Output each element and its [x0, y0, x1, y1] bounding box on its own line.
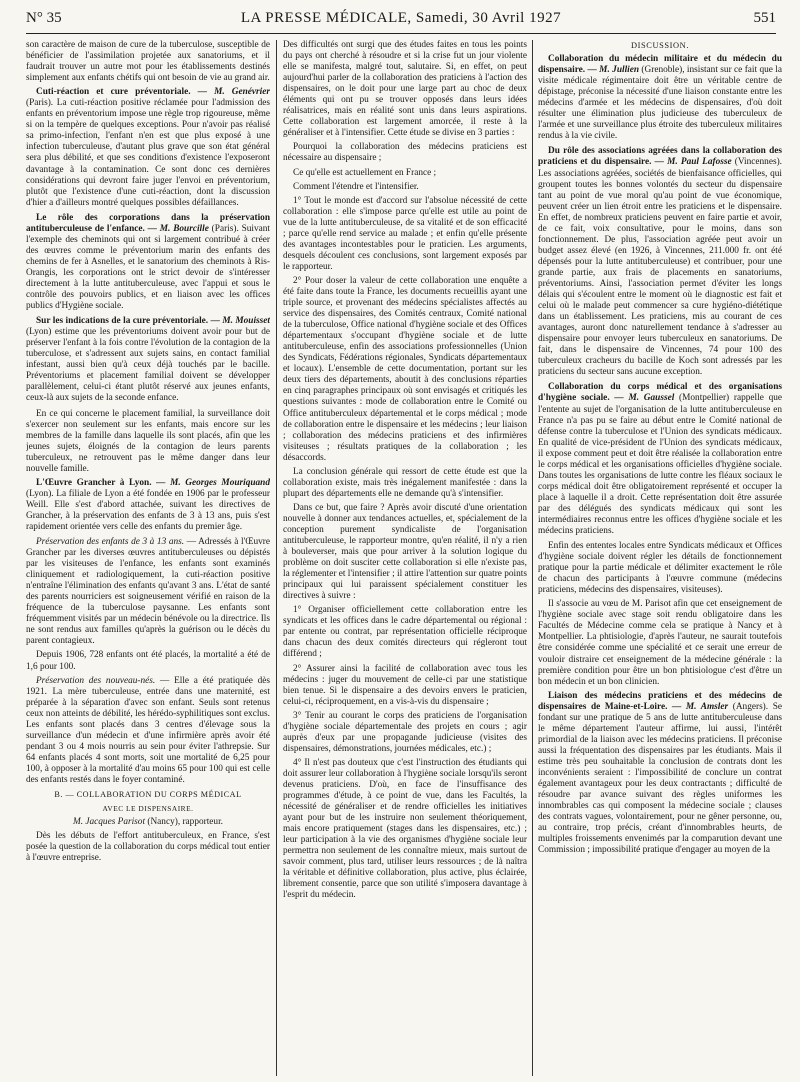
article-heading: L'Œuvre Grancher à Lyon.: [36, 477, 152, 488]
paragraph: La conclusion générale qui ressort de cette étude est que la collaboration existe, mais très inégalement manifestée : dans la plupart des départements elle ne demande qu'à s'intensifier.: [283, 466, 527, 499]
article-heading: Liaison des médecins praticiens et des médecins de dispensaires de Maine-et-Loire.: [538, 690, 782, 712]
paragraph: Depuis 1906, 728 enfants ont été placés, la mortalité a été de 1,6 pour 100.: [26, 650, 270, 672]
article-author: — M. Bourcille: [147, 223, 209, 234]
section-heading: B. — COLLABORATION DU CORPS MÉDICAL: [54, 790, 242, 800]
article-author: — M. Mouisset: [210, 316, 270, 327]
paragraph: 2° Assurer ainsi la facilité de collaboration avec tous les médecins : juger du mouvement de celle-ci par une statistique bien tenue. Si le dispensaire a des devoirs envers le praticien, celui-ci, réciproquement, en a vis-à-vis du dispensaire ;: [283, 663, 527, 707]
article-author: — M. Jullien: [587, 65, 640, 76]
article-author: — M. Amsler: [672, 701, 729, 712]
list-item: Ce qu'elle est actuellement en France ;: [293, 167, 437, 178]
paragraph: [26, 537, 270, 647]
article-cuti: [26, 87, 270, 209]
article-author: — M. Genévrier: [197, 87, 270, 98]
paragraph: [26, 676, 270, 786]
article-heading: Cuti-réaction et cure préventoriale.: [36, 87, 191, 98]
column-divider-1: [276, 40, 277, 1076]
paragraph: En ce qui concerne le placement familial, la surveillance doit s'exercer non seulement sur les enfants, mais encore sur les membres de la famille dans laquelle ils sont placés, afin que les jeunes sujets, éloignés de la contagion de leurs parents tuberculeux, ne retrouvent pas le même danger dans leur nouvelle famille.: [26, 408, 270, 474]
rapporteur-role: (Nancy), rapporteur.: [147, 817, 223, 828]
paragraph: 2° Pour doser la valeur de cette collaboration une enquête a été faite dans toute la France, les documents recueillis ayant une triple source, et provenant des médecins spécialistes affectés au service des dispensaires, des Comités centraux, Comité national de la tuberculose, Office national d'hygiène sociale et des Offices départementaux s'occupant d'hygiène sociale et de lutte antituberculeuse, enfin des associations professionnelles (Union des Syndicats, Fédérations régionales, Syndicats départementaux et locaux). L'ensemble de cette documentation, portant sur les deux tiers des départements, aboutit à des conclusions réparties en cinq paragraphes principaux où sont envisagés et critiqués les questions suivantes : mode de collaboration entre le Comité ou Office antituberculeux départemental et le corps médical ; mode de collaboration entre le dispensaire et les médecins ; leur liaison ; collaboration des médecins praticiens et des infirmières visiteuses ; résultats pratiques de la collaboration ; les désaccords.: [283, 275, 527, 463]
list-item: Pourquoi la collaboration des médecins praticiens est nécessaire au dispensaire ;: [283, 142, 527, 164]
page-number: 551: [753, 10, 776, 26]
rapporteur-name: M. Jacques Parisot: [72, 817, 146, 828]
paragraph: Il s'associe au vœu de M. Parisot afin que cet enseignement de l'hygiène sociale avec stage soit rendu obligatoire dans les Facultés de Médecine comme cela se pratique à Nancy et à Montpellier. La phtisiologie, d'après l'auteur, ne saurait toutefois être considérée comme une spécialité et ce serait une erreur de vouloir distraire cet enseignement de la médecine générale : la première condition pour être un bon phtisiologue c'est d'être un bon médecin et un bon clinicien.: [538, 599, 782, 687]
running-title: LA PRESSE MÉDICALE, Samedi, 30 Avril 1927: [240, 10, 562, 26]
article-associations: [538, 146, 782, 378]
column-1: [26, 40, 270, 1076]
article-text: (Montpellier) rappelle que l'entente au sujet de l'organisation de la lutte antituberculeuse en France n'a pas pu se faire au début entre le Comité national de défense contre la tuberculose et l'Union des syndicats médicaux. En qualité de vice-président de l'Union des syndicats médicaux, il expose comment peut et doit être réalisée la collaboration entre le corps médical et les organisations officielles d'hygiène sociale. Dans toutes les organisations de lutte contre les fléaux sociaux le corps médical doit être obligatoirement représenté et occuper la place à laquelle il a droit. Cette représentation doit être assurée par des délégués des syndicats médicaux qui sont les intermédiaires reconnus entre les offices d'hygiène sociale et les médecins praticiens.: [538, 393, 782, 537]
section-subheading: AVEC LE DISPENSAIRE.: [102, 804, 194, 814]
article-text: (Vincennes). Les associations agréées, sociétés de bienfaisance officielles, qui groupent toutes les bonnes volontés du secteur du dispensaire tant au point de vue moral qu'au point de vue économique, peuvent créer un lien étroit entre les praticiens et le dispensaire. En effet, de nombreux praticiens peuvent en faire partie et avoir, de ce fait, voix consultative, pour le moins, dans son fonctionnement. De plus, l'association agréée peut avoir un budget assez élevé (en 1926, à Vincennes, 211.000 fr. ont été dépensés pour la lutte antituberculeuse) et contribuer, pour une grande partie, aux frais de placements en sanatoriums, préventoriums. Ainsi, l'association permet d'éviter les longs délais qui s'écoulent entre le moment où le diagnostic est fait et celui où le malade peut commencer sa cure hygiéno-diététique dans un établissement. Les praticiens, mis au courant de ces avantages, auront donc naturellement tendance à s'adresser au dispensaire pour envoyer leurs tuberculeux en sanatoriums. De fait, dans le dispensaire de Vincennes, 74 pour 100 des tuberculeux cracheurs du bacille de Koch sont adressés par les praticiens du secteur sans aucune exception.: [538, 157, 782, 378]
article-grancher: [26, 478, 270, 533]
paragraph: Enfin des ententes locales entre Syndicats médicaux et Offices d'hygiène sociale doivent régler les détails de fonctionnement pratique pour la partie médicale et délimiter exactement le rôle de chacun des participants à l'œuvre commune (médecins praticiens, médecins des dispensaires, visiteuses).: [538, 541, 782, 596]
article-text: (Grenoble), insistant sur ce fait que la visite médicale régimentaire doit être un véritable centre de dépistage, préconise la nécessité d'une liaison constante entre les médecins d'armée et les médecins de dispensaires, d'où doit résulter une élimination plus judicieuse des tuberculeux de l'armée et une surveillance plus étroite des tuberculeux militaires rendus à la vie civile.: [538, 65, 782, 142]
article-author: — M. Paul Lafosse: [654, 157, 732, 168]
issue-number: N° 35: [26, 10, 62, 26]
article-heading: Le rôle des corporations dans la préservation antituberculeuse de l'enfance.: [26, 212, 270, 234]
article-text: (Angers). Se fondant sur une pratique de 5 ans de lutte antituberculeuse dans le même département l'auteur affirme, lui aussi, l'intérêt primordial de la liaison avec les médecins praticiens. Il préconise aussi la fréquentation des dispensaires par les étudiants. Mais il estime très peu souhaitable la conclusion de contrats dont les inconvénients seraient : l'impossibilité de conclure un contrat également avantageux pour les deux contractants ; difficulté de résoudre par avance suivant des règles uniformes les innombrables cas qui composent la médecine sociale ; clauses des contrats vagues, volontairement, pour ne gêner personne, ou, au contraire, trop précis, créant d'innombrables heurts, de multiples froissements envenimés par la comparution devant une Commission ; impossibilité pratique d'engager au moyen de la: [538, 701, 782, 856]
subheading: Préservation des nouveau-nés.: [36, 675, 156, 686]
paragraph-text: — Elle a été pratiquée dès 1921. La mère tuberculeuse, entrée dans une maternité, est préparée à la séparation d'avec son enfant. Seuls sont retenus ceux non atteints de débilité, les hérédo-syphilitiques sont exclus. Les enfants sont placés dans 3 centres d'élevage sous la surveillance d'un médecin et d'une infirmière après avoir été pendant 3 ou 4 mois nourris au sein pour éviter l'athrepsie. Sur 64 enfants placés 4 sont morts, soit une mortalité de 6,25 pour 100, à opposer à la mortalité d'au moins 65 pour 100 qui est celle des enfants restés dans le foyer contaminé.: [26, 675, 270, 785]
article-corporations: [26, 213, 270, 312]
article-heading: Sur les indications de la cure préventoriale.: [36, 316, 209, 327]
article-militaire: [538, 54, 782, 142]
article-indications: [26, 316, 270, 404]
paragraph: son caractère de maison de cure de la tuberculose, susceptible de bénéficier de l'assimilation projetée aux sanatoriums, et il faudrait trouver un autre mot pour les établissements destinés simplement aux enfants chétifs qui ont besoin de vie au grand air.: [26, 40, 270, 84]
paragraph: Dans ce but, que faire ? Après avoir discuté d'une orientation nouvelle à donner aux tendances actuelles, et, spécialement de la conception purement syndicaliste de l'organisation antituberculeuse, le rapporteur montre, qu'en réalité, il n'y a rien à bouleverser, mais que pour arriver à la solution logique du problème on doit susciter cette collaboration si elle n'existe pas, la réglementer et l'intensifier ; il attire l'attention sur quatre points principaux qui lui paraissent spécialement constituer les directives à suivre :: [283, 502, 527, 602]
article-organisations: [538, 382, 782, 537]
page-header: [26, 10, 776, 34]
article-heading: Collaboration du corps médical et des organisations d'hygiène sociale.: [538, 382, 782, 404]
subheading: Préservation des enfants de 3 à 13 ans.: [36, 537, 185, 548]
article-heading: Collaboration du médecin militaire et du médecin du dispensaire.: [538, 54, 782, 76]
article-author: — M. Gaussel: [614, 393, 675, 404]
article-author: — M. Georges Mouriquand: [156, 477, 270, 488]
paragraph: 1° Organiser officiellement cette collaboration entre les syndicats et les offices dans le cadre départemental ou régional : par entente ou contrat, par représentation officielle réciproque dans chacun des deux comités directeurs qui régleront tout différend ;: [283, 605, 527, 660]
paragraph: Des difficultés ont surgi que des études faites en tous les points du pays ont cherché à résoudre et si la crise fut un jour violente elle se manifesta, malgré tout, salutaire. Si, en effet, on peut aujourd'hui parler de la collaboration des praticiens à l'action des dispensaires, on le doit pour une large part au choc de deux éléments qui ont pu se trouver opposés dans leurs idées réalisatrices, mais en réalité sont unis dans leurs aspirations. Cette collaboration est largement amorcée, il reste à la généraliser et à l'intensifier. Cette étude se divise en 3 parties :: [283, 40, 527, 139]
list-item: Comment l'étendre et l'intensifier.: [293, 181, 419, 192]
paragraph: Dès les débuts de l'effort antituberculeux, en France, s'est posée la question de la collaboration du corps médical tout entier à l'œuvre entreprise.: [26, 831, 270, 864]
header-rule: [26, 33, 776, 34]
paragraph: 3° Tenir au courant le corps des praticiens de l'organisation d'hygiène sociale départementale des projets en cours ; agir auprès d'eux par une propagande judicieuse (visites des dispensaires, démonstrations, journées médicales, etc.) ;: [283, 710, 527, 754]
paragraph-text: — Adressés à l'Œuvre Grancher par les diverses œuvres antituberculeuses ou dépistés par les visiteuses de l'enfance, les enfants sont examinés cliniquement et radiologiquement, la cuti-réaction positive n'entraîne l'élimination des enfants qu'avant 3 ans. L'état de santé des parents nourriciers est soigneusement vérifié en raison de la fréquence de la tuberculose paysanne. Les enfants sont fréquemment visités par un médecin bénévole ou la directrice. Ils ne sont rendus aux familles qu'après la guérison ou le décès du parent contagieux.: [26, 537, 270, 647]
rapporteur-line: [26, 817, 270, 828]
article-text: (Lyon). La filiale de Lyon a été fondée en 1906 par le professeur Weill. Elle s'est d'abord attachée, suivant les directives de Grancher, à la préservation des enfants de 3 à 13 ans, puis s'est rapidement orientée vers celle des enfants du premier âge.: [26, 488, 270, 532]
column-2: [283, 40, 527, 1076]
article-text: (Lyon) estime que les préventoriums doivent avoir pour but de préserver l'enfant à la fois contre l'évolution de la contagion de la tuberculose, et s'adressent aux sujets sains, en contact familial infestant, aussi bien qu'à ceux déjà touchés par le bacille. Préventoriums et placement familial doivent se développer parallèlement, celui-ci étant plutôt réservé aux jeunes enfants, ceux-là aux sujets de la seconde enfance.: [26, 327, 270, 404]
article-text: (Paris). Suivant l'exemple des cheminots qui ont si largement contribué à créer des œuvres comme le préventorium marin des enfants des chemins de fer à Asnelles, et le sanatorium des cheminots à Ris-Orangis, les corporations ont le strict devoir de s'intéresser directement à la lutte antituberculeuse, avec l'appui et sous le contrôle des pouvoirs publics, et en liaison avec les offices publics d'Hygiène sociale.: [26, 223, 270, 312]
article-text: (Paris). La cuti-réaction positive réclamée pour l'admission des enfants en préventorium impose une règle trop rigoureuse, même si on la tempère de quelques exceptions. Pour n'avoir pas réalisé sa primo-infection, l'enfant n'en est que plus exposé à une infection tuberculeuse, d'autant plus grave que son état général sera plus débilité, et que ses conditions d'existence l'exposeront davantage à la contamination. Ce sont donc ces dernières considérations qui devront faire juger l'envoi en préventorium, plutôt que l'existence d'une cuti-réaction, dont la discussion d'hier a d'ailleurs montré quelques possibles défaillances.: [26, 98, 270, 208]
article-maine-et-loire: [538, 691, 782, 857]
column-3: [538, 40, 782, 1076]
column-divider-2: [532, 40, 533, 1076]
article-heading: Du rôle des associations agréées dans la collaboration des praticiens et du dispensaire.: [538, 146, 782, 168]
paragraph: 4° Il n'est pas douteux que c'est l'instruction des étudiants qui doit assurer leur collaboration à l'hygiène sociale lorsqu'ils seront devenus praticiens. D'où, en face de l'insuffisance des programmes d'étude, à ce point de vue, dans les Facultés, la nécessité de généraliser et de rendre officielles les initiatives ayant pour but de les instruire non seulement théoriquement, mais encore pratiquement (stages dans les dispensaires, etc.) ; leur participation à la vie des organismes d'hygiène sociale leur permettra non seulement de les connaître mieux, mais surtout de savoir comment, plus tard, utiliser leurs ressources ; de là naîtra la véritable et définitive collaboration, plus active, plus éclairée, librement consentie, parce que son utilité s'imposera davantage à l'esprit du médecin.: [283, 757, 527, 901]
paragraph: 1° Tout le monde est d'accord sur l'absolue nécessité de cette collaboration : elle s'impose parce qu'elle est utile au point de vue de la lutte antituberculeuse, de sa vitalité et de son efficacité ; parce qu'elle rend service au malade ; et enfin qu'elle présente des avantages incontestables pour le praticien. Les arguments, desquels découlent ces conclusions, sont largement exposés par le rapporteur.: [283, 195, 527, 272]
discussion-heading: DISCUSSION.: [630, 41, 690, 50]
